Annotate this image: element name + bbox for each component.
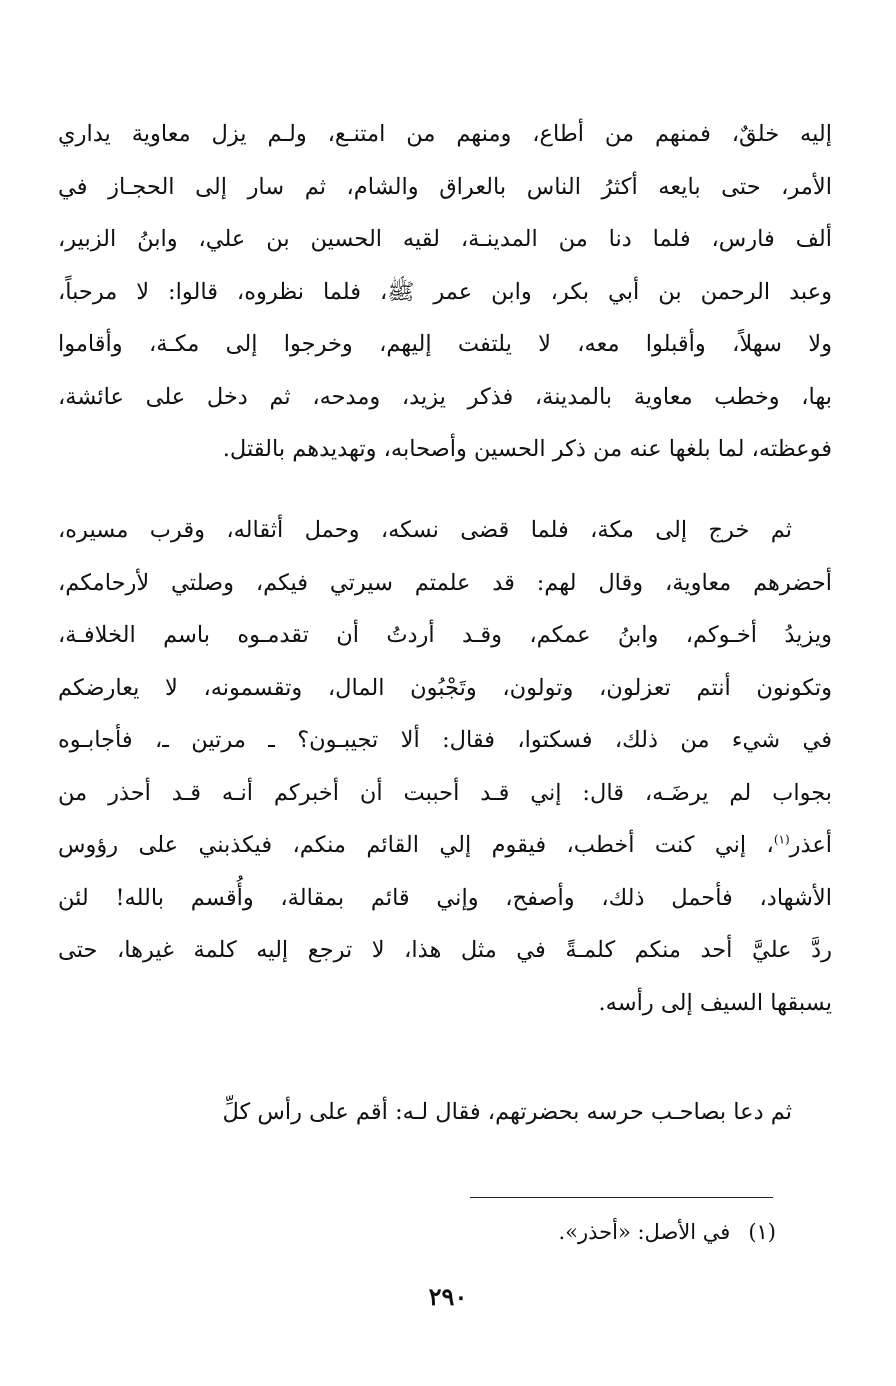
text-line: فوعظته، لما بلغها عنه من ذكر الحسين وأصحابه، وتهديدهم بالقتل.	[222, 436, 832, 462]
paragraph-3	[58, 1086, 832, 1139]
paragraph-2	[58, 504, 832, 1029]
text-line-rest: إني كنت أخطب، فيقوم إلي القائم منكم، فيكذبني على رؤوس	[58, 832, 747, 858]
text-line: ردَّ عليَّ أحد منكم كلمـةً في مثل هذا، لا ترجع إليه كلمة غيرها، حتى	[58, 937, 832, 963]
text-line: إليه خلقٌ، فمنهم من أطاع، ومنهم من امتنـع، ولـم يزل معاوية يداري	[58, 121, 832, 147]
text-line: أحضرهم معاوية، وقال لهم: قد علمتم سيرتي فيكم، وصلتي لأرحامكم،	[58, 569, 832, 596]
footnote-text: في الأصل: «أحذر».	[558, 1220, 731, 1244]
text-line: ثم خرج إلى مكة، فلما قضى نسكه، وحمل أثقاله، وقرب مسيره،	[58, 517, 792, 543]
text-line: ألف فارس، فلما دنا من المدينـة، لقيه الحسين بن علي، وابنُ الزبير،	[58, 226, 832, 252]
text-line: في شيء من ذلك، فسكتوا، فقال: ألا تجيبـون؟ ـ مرتين ـ، فأجابـوه	[58, 727, 832, 753]
text-line: ويزيدُ أخـوكم، وابنُ عمكم، وقـد أردتُ أن تقدمـوه باسم الخلافـة،	[58, 622, 832, 648]
footnote	[558, 1215, 776, 1249]
text-line: الأشهاد، فأحمل ذلك، وأصفح، وإني قائم بمقالة، وأُقسم بالله! لئن	[58, 884, 832, 911]
text-line: بها، وخطب معاوية بالمدينة، فذكر يزيد، ومدحه، ثم دخل على عائشة،	[58, 383, 832, 410]
paragraph-1	[58, 108, 832, 476]
footnote-marker[interactable]: (١)	[773, 832, 790, 847]
text-line: وتكونون أنتم تعزلون، وتولون، وتَجْبُون المال، وتقسمونه، لا يعارضكم	[58, 674, 832, 701]
footnote-number: (١)	[748, 1220, 776, 1244]
text-line: ثم دعا بصاحـب حرسه بحضرتهم، فقال لـه: أقم على رأس كلِّ	[222, 1099, 792, 1125]
text-line-with-footnote-ref: أعذر$^{(١)}$، إني كنت أخطب، فيقوم إلي القائم منكم، فيكذبني على رؤوس	[58, 832, 833, 858]
footnote-ref-word: أعذر	[789, 832, 833, 858]
text-line: يسبقها السيف إلى رأسه.	[598, 989, 832, 1016]
footnote-divider	[470, 1197, 773, 1198]
text-line: بجواب لم يرضَـه، قال: إني قـد أحببت أن أخبركم أنـه قـد أحذر من	[58, 779, 832, 806]
text-line: ولا سهلاً، وأقبلوا معه، لا يلتفت إليهم، وخرجوا إلى مكـة، وأقاموا	[58, 331, 832, 357]
page-number: ٢٩٠	[428, 1282, 468, 1311]
text-line: الأمر، حتى بايعه أكثرُ الناس بالعراق والشام، ثم سار إلى الحجـاز في	[58, 173, 832, 200]
text-line: وعبد الرحمن بن أبي بكر، وابن عمر ﷺ، فلما نظروه، قالوا: لا مرحباً،	[58, 278, 832, 305]
